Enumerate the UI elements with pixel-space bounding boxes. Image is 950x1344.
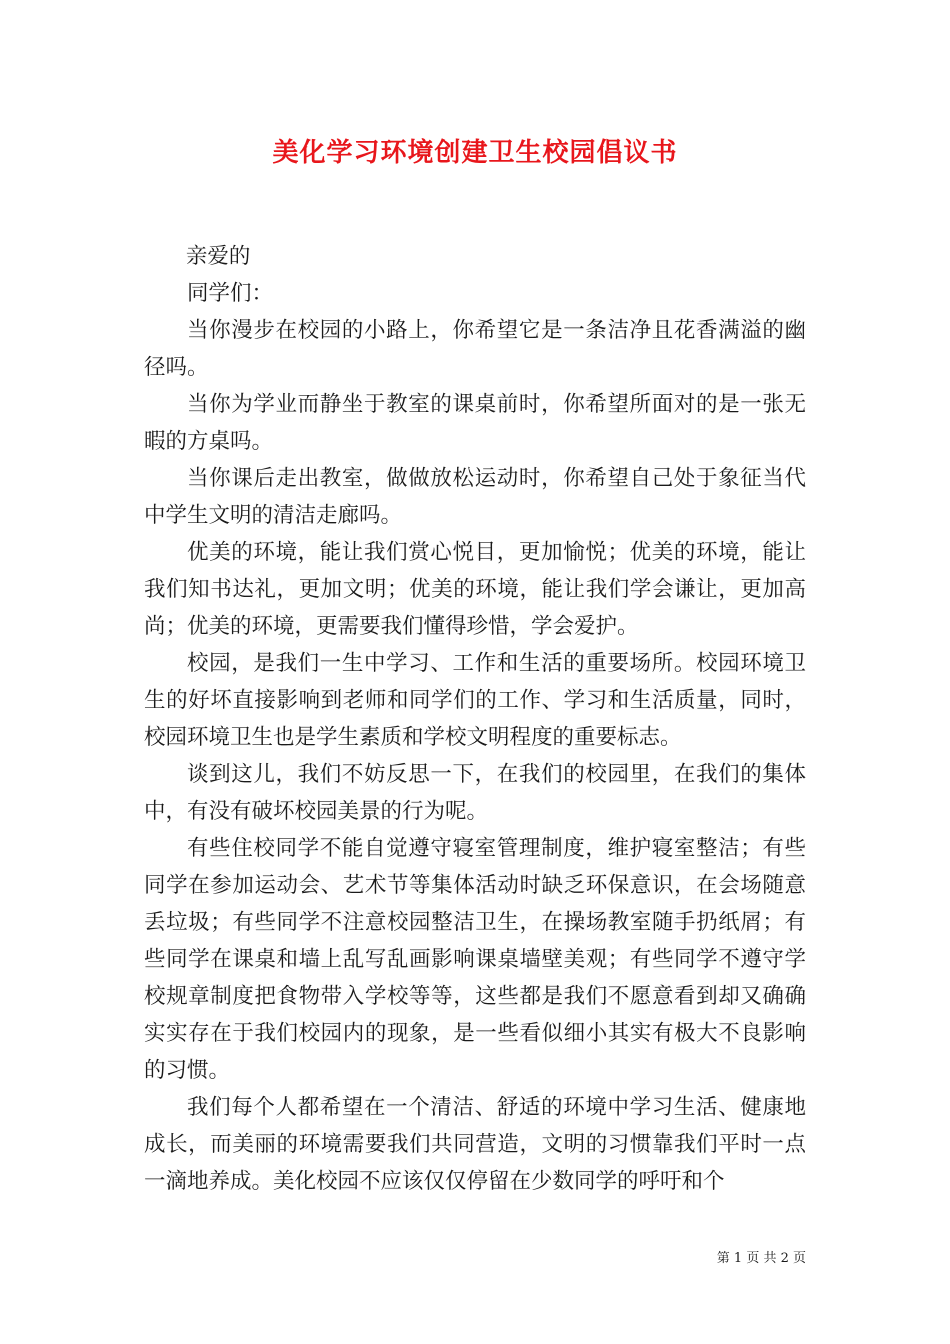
document-body (144, 238, 806, 1200)
paragraph: 当你课后走出教室，做做放松运动时，你希望自己处于象征当代中学生文明的清洁走廊吗。 (144, 466, 806, 528)
salutation-line-1: 亲爱的 (185, 244, 251, 269)
salutation-line-2: 同学们： (187, 281, 274, 306)
paragraph: 有些住校同学不能自觉遵守寝室管理制度，维护寝室整洁；有些同学在参加运动会、艺术节等集体活动时缺乏环保意识，在会场随意丢垃圾；有些同学不注意校园整洁卫生，在操场教室随手扔纸屑；有些同学在课桌和墙上乱写乱画影响课桌墙壁美观；有些同学不遵守学校规章制度把食物带入学校等等，这些都是我们不愿意看到却又确确实实存在于我们校园内的现象，是一些看似细小其实有极大不良影响的习惯。 (144, 836, 806, 1083)
paragraph: 谈到这儿，我们不妨反思一下，在我们的校园里，在我们的集体中，有没有破坏校园美景的行为呢。 (144, 762, 806, 824)
paragraph: 优美的环境，能让我们赏心悦目，更加愉悦；优美的环境，能让我们知书达礼，更加文明；优美的环境，能让我们学会谦让，更加高尚；优美的环境，更需要我们懂得珍惜，学会爱护。 (144, 540, 806, 639)
paragraph: 校园，是我们一生中学习、工作和生活的重要场所。校园环境卫生的好坏直接影响到老师和同学们的工作、学习和生活质量，同时，校园环境卫生也是学生素质和学校文明程度的重要标志。 (144, 651, 806, 750)
paragraph: 当你为学业而静坐于教室的课桌前时，你希望所面对的是一张无暇的方桌吗。 (144, 392, 806, 454)
page-number-footer: 第 1 页 共 2 页 (716, 1251, 806, 1266)
document-title: 美化学习环境创建卫生校园倡议书 (272, 138, 678, 168)
paragraph: 当你漫步在校园的小路上，你希望它是一条洁净且花香满溢的幽径吗。 (144, 318, 806, 380)
paragraph: 我们每个人都希望在一个清洁、舒适的环境中学习生活、健康地成长，而美丽的环境需要我们共同营造，文明的习惯靠我们平时一点一滴地养成。美化校园不应该仅仅停留在少数同学的呼吁和个 (144, 1095, 806, 1194)
